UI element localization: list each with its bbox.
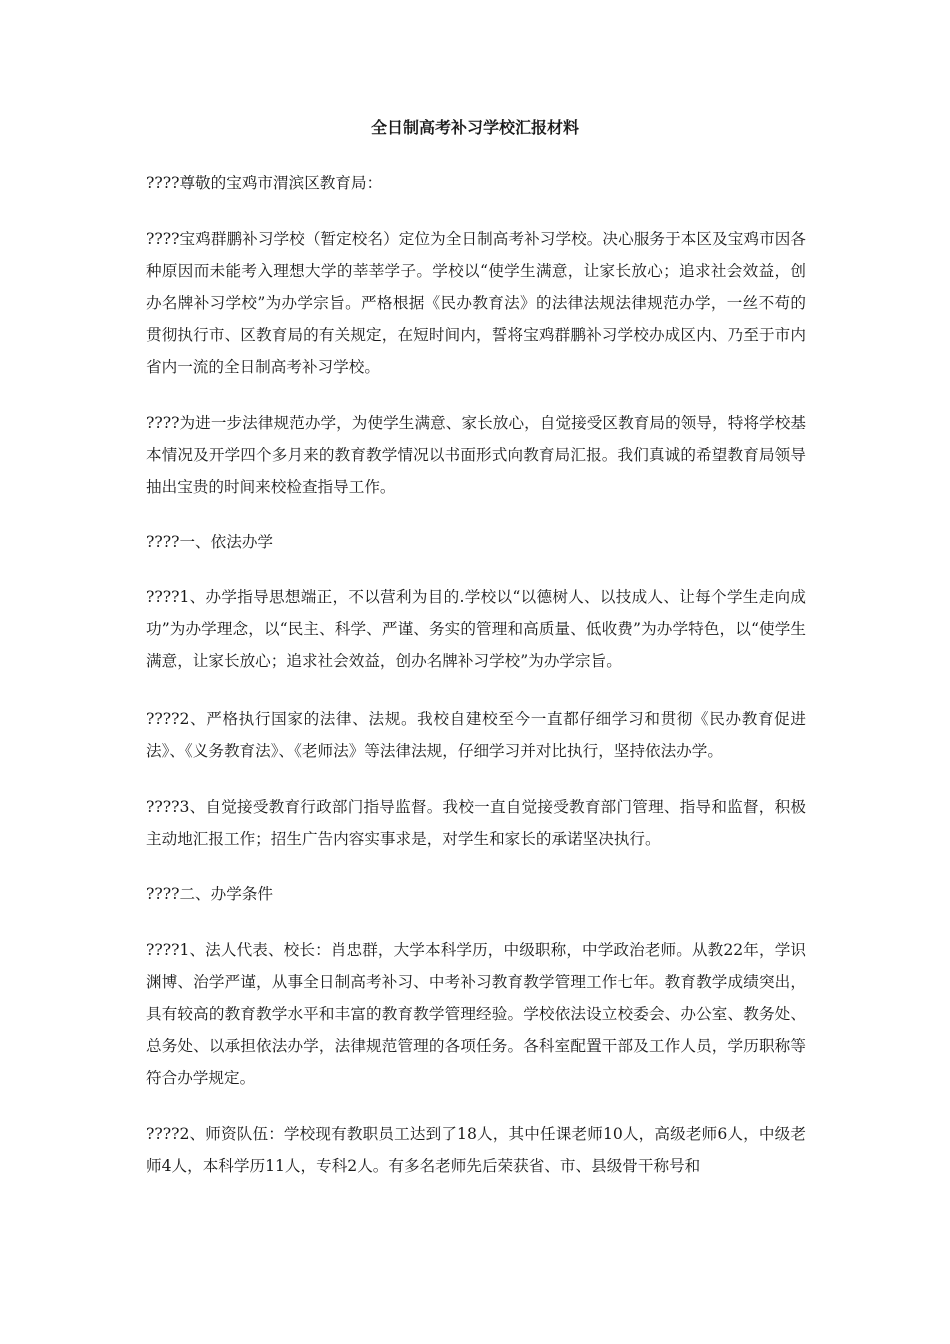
paragraph-1-3: ????3、自觉接受教育行政部门指导监督。我校一直自觉接受教育部门管理、指导和监督，积极主动地汇报工作；招生广告内容实事求是，对学生和家长的承诺坚决执行。 bbox=[146, 798, 806, 848]
section-heading-2: ????二、办学条件 bbox=[146, 885, 274, 903]
section-heading-1: ????一、依法办学 bbox=[146, 533, 274, 551]
paragraph-2-2: ????2、师资队伍：学校现有教职员工达到了18人，其中任课老师10人，高级老师6人，中级老师4人，本科学历11人，专科2人。有多名老师先后荣获省、市、县级骨干称号和 bbox=[146, 1125, 806, 1175]
document-title: 全日制高考补习学校汇报材料 bbox=[370, 118, 579, 137]
paragraph-1-1: ????1、办学指导思想端正，不以营利为目的.学校以“以德树人、以技成人、让每个学生走向成功”为办学理念，以“民主、科学、严谨、务实的管理和高质量、低收费”为办学特色，以“使学生满意，让家长放心；追求社会效益，创办名牌补习学校”为办学宗旨。 bbox=[146, 588, 806, 670]
paragraph-2-1: ????1、法人代表、校长：肖忠群，大学本科学历，中级职称，中学政治老师。从教22年，学识渊博、治学严谨，从事全日制高考补习、中考补习教育教学管理工作七年。教育教学成绩突出，具有较高的教育教学水平和丰富的教育教学管理经验。学校依法设立校委会、办公室、教务处、总务处、以承担依法办学，法律规范管理的各项任务。各科室配置干部及工作人员，学历职称等符合办学规定。 bbox=[146, 941, 806, 1087]
paragraph-1-2: ????2、严格执行国家的法律、法规。我校自建校至今一直都仔细学习和贯彻《民办教育促进法》、《义务教育法》、《老师法》等法律法规，仔细学习并对比执行，坚持依法办学。 bbox=[146, 710, 806, 760]
paragraph-intro: ????宝鸡群鹏补习学校（暂定校名）定位为全日制高考补习学校。决心服务于本区及宝鸡市因各种原因而未能考入理想大学的莘莘学子。学校以“使学生满意，让家长放心；追求社会效益，创办名牌补习学校”为办学宗旨。严格根据《民办教育法》的法律法规法律规范办学，一丝不苟的贯彻执行市、区教育局的有关规定，在短时间内，誓将宝鸡群鹏补习学校办成区内、乃至于市内省内一流的全日制高考补习学校。 bbox=[146, 230, 806, 376]
paragraph-purpose: ????为进一步法律规范办学，为使学生满意、家长放心，自觉接受区教育局的领导，特将学校基本情况及开学四个多月来的教育教学情况以书面形式向教育局汇报。我们真诚的希望教育局领导抽出宝贵的时间来校检查指导工作。 bbox=[146, 414, 806, 496]
salutation: ????尊敬的宝鸡市渭滨区教育局： bbox=[146, 174, 383, 192]
